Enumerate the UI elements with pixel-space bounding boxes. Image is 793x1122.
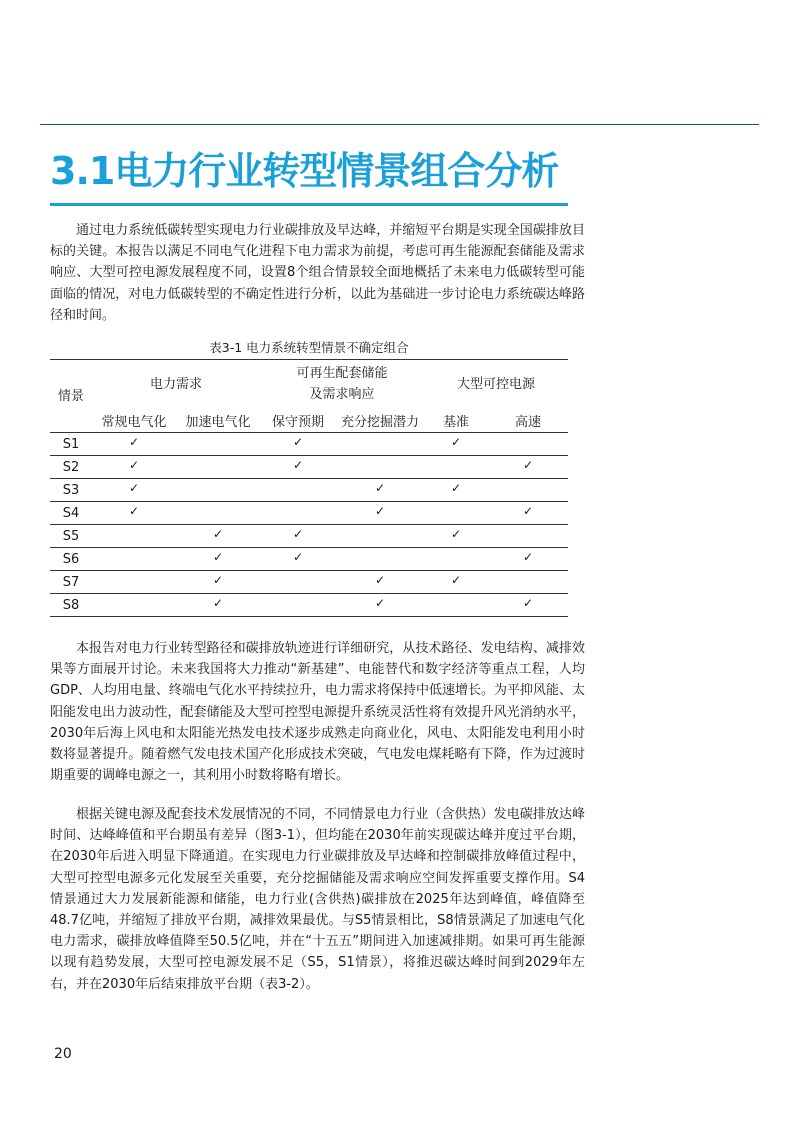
check-cell bbox=[488, 571, 568, 594]
check-mark-icon: ✓ bbox=[292, 457, 304, 472]
check-cell bbox=[488, 525, 568, 548]
check-mark-icon: ✓ bbox=[128, 457, 140, 472]
check-mark-icon: ✓ bbox=[374, 480, 386, 495]
check-mark-icon: ✓ bbox=[374, 572, 386, 587]
page-number: 20 bbox=[54, 1046, 72, 1062]
check-cell bbox=[92, 594, 176, 617]
check-mark-icon: ✓ bbox=[292, 526, 304, 541]
check-cell bbox=[336, 525, 424, 548]
scenario-name-cell: S3 bbox=[50, 479, 92, 502]
check-cell bbox=[176, 548, 260, 571]
check-mark-icon: ✓ bbox=[212, 572, 224, 587]
check-cell bbox=[176, 433, 260, 456]
check-cell bbox=[260, 525, 336, 548]
check-cell bbox=[424, 525, 488, 548]
paragraph-intro: 通过电力系统低碳转型实现电力行业碳排放及早达峰，并缩短平台期是实现全国碳排放目标的关键。本报告以满足不同电气化进程下电力需求为前提，考虑可再生能源配套储能及需求响应、大型可控电源发展程度不同，设置8个组合情景较全面地概括了未来电力低碳转型可能面临的情况，对电力低碳转型的不确定性进行分析，以此为基础进一步讨论电力系统碳达峰路径和时间。 bbox=[50, 223, 585, 323]
check-cell bbox=[176, 502, 260, 525]
check-cell bbox=[424, 433, 488, 456]
check-cell bbox=[176, 525, 260, 548]
check-cell bbox=[260, 571, 336, 594]
check-mark-icon: ✓ bbox=[522, 549, 534, 564]
table-row bbox=[50, 502, 568, 525]
header-rule bbox=[40, 124, 759, 125]
check-mark-icon: ✓ bbox=[450, 526, 462, 541]
group-header-controllable: 大型可控电源 bbox=[424, 360, 568, 409]
check-cell bbox=[424, 548, 488, 571]
check-cell bbox=[336, 479, 424, 502]
check-mark-icon: ✓ bbox=[292, 549, 304, 564]
check-cell bbox=[260, 548, 336, 571]
scenario-name-cell: S1 bbox=[50, 433, 92, 456]
scenario-name-cell: S7 bbox=[50, 571, 92, 594]
check-cell bbox=[176, 571, 260, 594]
check-mark-icon: ✓ bbox=[292, 434, 304, 449]
scenario-name-cell: S4 bbox=[50, 502, 92, 525]
check-mark-icon: ✓ bbox=[128, 503, 140, 518]
check-mark-icon: ✓ bbox=[522, 503, 534, 518]
check-cell bbox=[92, 433, 176, 456]
check-cell bbox=[424, 479, 488, 502]
check-cell bbox=[424, 456, 488, 479]
check-cell bbox=[424, 502, 488, 525]
column-header: 基准 bbox=[424, 408, 488, 433]
check-mark-icon: ✓ bbox=[522, 595, 534, 610]
check-cell bbox=[424, 594, 488, 617]
check-mark-icon: ✓ bbox=[128, 480, 140, 495]
check-cell bbox=[336, 456, 424, 479]
column-header: 加速电气化 bbox=[176, 408, 260, 433]
table-row bbox=[50, 456, 568, 479]
check-cell bbox=[488, 594, 568, 617]
check-cell bbox=[336, 548, 424, 571]
check-cell bbox=[260, 479, 336, 502]
check-cell bbox=[176, 594, 260, 617]
paragraph-peak-analysis: 根据关键电源及配套技术发展情况的不同，不同情景电力行业（含供热）发电碳排放达峰时间、达峰峰值和平台期虽有差异（图3-1），但均能在2030年前实现碳达峰并度过平台期，在2030年后进入明显下降通道。在实现电力行业碳排放及早达峰和控制碳排放峰值过程中，大型可控型电源多元化发展至关重要，充分挖掘储能及需求响应空间发挥重要支撑作用。S4情景通过大力发展新能源和储能，电力行业(含供热)碳排放在2025年达到峰值，峰值降至48.7亿吨，并缩短了排放平台期，减排效果最优。与S5情景相比，S8情景满足了加速电气化电力需求，碳排放峰值降至50.5亿吨，并在“十五五”期间进入加速减排期。如果可再生能源以现有趋势发展，大型可控电源发展不足（S5，S1情景），将推迟碳达峰时间到2029年左右，并在2030年后结束排放平台期（表3-2）。 bbox=[50, 807, 585, 992]
column-header: 保守预期 bbox=[260, 408, 336, 433]
table-row bbox=[50, 433, 568, 456]
check-cell bbox=[92, 571, 176, 594]
table-row bbox=[50, 479, 568, 502]
scenario-column-header: 情景 bbox=[50, 360, 92, 433]
check-cell bbox=[92, 548, 176, 571]
scenario-name-cell: S6 bbox=[50, 548, 92, 571]
check-cell bbox=[336, 502, 424, 525]
check-cell bbox=[336, 571, 424, 594]
check-cell bbox=[260, 456, 336, 479]
check-cell bbox=[488, 433, 568, 456]
scenario-table-body bbox=[50, 433, 568, 617]
check-mark-icon: ✓ bbox=[374, 503, 386, 518]
check-mark-icon: ✓ bbox=[212, 549, 224, 564]
table-caption: 表3-1 电力系统转型情景不确定组合 bbox=[209, 340, 409, 355]
table-row bbox=[50, 525, 568, 548]
check-cell bbox=[260, 502, 336, 525]
check-cell bbox=[92, 525, 176, 548]
check-cell bbox=[488, 548, 568, 571]
check-mark-icon: ✓ bbox=[450, 572, 462, 587]
check-mark-icon: ✓ bbox=[128, 434, 140, 449]
section-title: 3.1电力行业转型情景组合分析 bbox=[50, 149, 559, 193]
check-cell bbox=[488, 456, 568, 479]
check-mark-icon: ✓ bbox=[212, 595, 224, 610]
column-header: 高速 bbox=[488, 408, 568, 433]
column-header: 充分挖掘潜力 bbox=[336, 408, 424, 433]
check-cell bbox=[424, 571, 488, 594]
column-header: 常规电气化 bbox=[92, 408, 176, 433]
scenario-name-cell: S8 bbox=[50, 594, 92, 617]
group-header-storage bbox=[260, 360, 424, 409]
check-mark-icon: ✓ bbox=[374, 595, 386, 610]
check-mark-icon: ✓ bbox=[450, 480, 462, 495]
group-header-storage-line2: 及需求响应 bbox=[309, 387, 375, 402]
table-row bbox=[50, 571, 568, 594]
scenario-table bbox=[50, 359, 568, 617]
check-cell bbox=[336, 433, 424, 456]
table-row bbox=[50, 594, 568, 617]
check-cell bbox=[176, 479, 260, 502]
check-cell bbox=[260, 594, 336, 617]
table-row bbox=[50, 548, 568, 571]
check-cell bbox=[176, 456, 260, 479]
scenario-name-cell: S5 bbox=[50, 525, 92, 548]
check-cell bbox=[336, 594, 424, 617]
check-mark-icon: ✓ bbox=[522, 457, 534, 472]
check-mark-icon: ✓ bbox=[450, 434, 462, 449]
check-cell bbox=[92, 456, 176, 479]
check-cell bbox=[488, 479, 568, 502]
check-cell bbox=[92, 479, 176, 502]
check-mark-icon: ✓ bbox=[212, 526, 224, 541]
paragraph-pathway: 本报告对电力行业转型路径和碳排放轨迹进行详细研究，从技术路径、发电结构、减排效果等方面展开讨论。未来我国将大力推动“新基建”、电能替代和数字经济等重点工程，人均GDP、人均用电量、终端电气化水平持续拉升，电力需求将保持中低速增长。为平抑风能、太阳能发电出力波动性，配套储能及大型可控型电源提升系统灵活性将有效提升风光消纳水平，2030年后海上风电和太阳能光热发电技术逐步成熟走向商业化，风电、太阳能发电利用小时数将显著提升。随着燃气发电技术国产化形成技术突破，气电发电煤耗略有下降，作为过渡时期重要的调峰电源之一，其利用小时数将略有增长。 bbox=[50, 641, 585, 784]
check-cell bbox=[92, 502, 176, 525]
check-cell bbox=[488, 502, 568, 525]
group-header-storage-line1: 可再生配套储能 bbox=[296, 366, 388, 381]
scenario-name-cell: S2 bbox=[50, 456, 92, 479]
group-header-demand: 电力需求 bbox=[92, 360, 260, 409]
title-underline bbox=[50, 203, 568, 206]
check-cell bbox=[260, 433, 336, 456]
